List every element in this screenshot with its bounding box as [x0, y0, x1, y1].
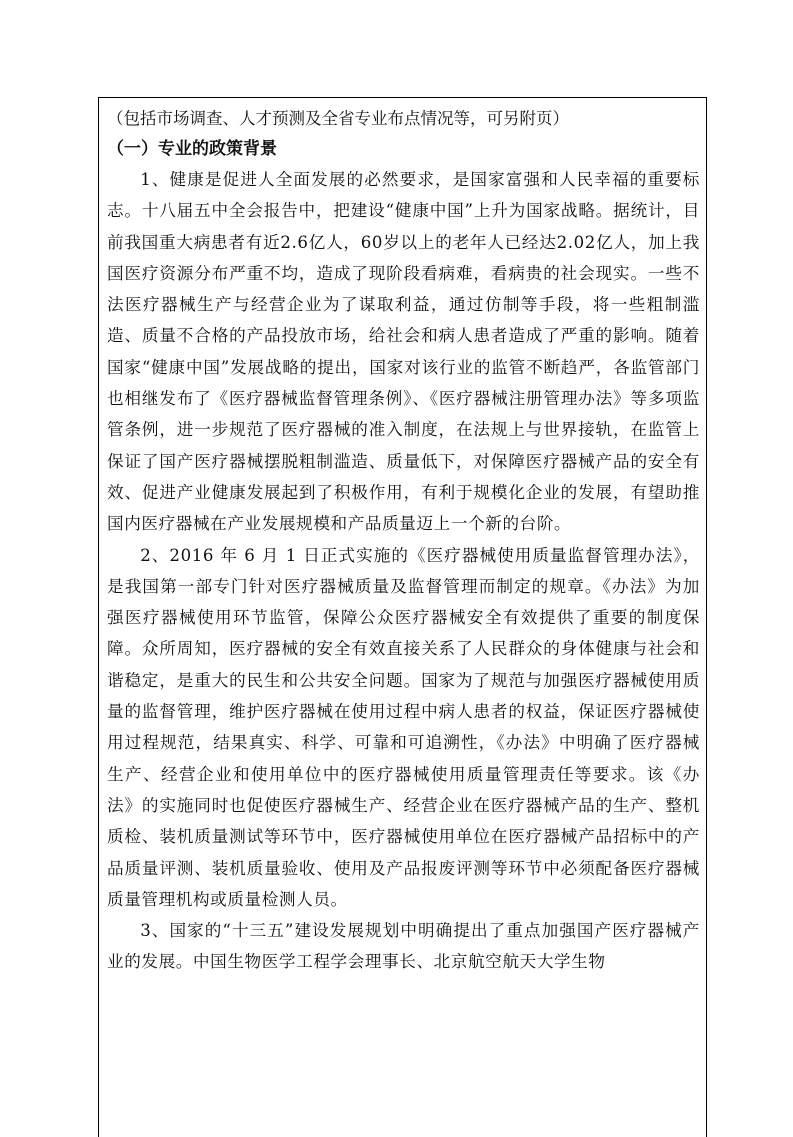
section-heading: （一）专业的政策背景 — [107, 139, 277, 159]
paragraph-2: 2、2016 年 6 月 1 日正式实施的《医疗器械使用质量监督管理办法》，是我国第一部专门针对医疗器械质量及监督管理而制定的规章。《办法》为加强医疗器械使用环节监管，保障公众医疗器械安全有效提供了重要的制度保障。众所周知，医疗器械的安全有效直接关系了人民群众的身体健康与社会和谐稳定，是重大的民生和公共安全问题。国家为了规范与加强医疗器械使用质量的监督管理，维护医疗器械在使用过程中病人患者的权益，保证医疗器械使用过程规范，结果真实、科学、可靠和可追溯性，《办法》中明确了医疗器械生产、经营企业和使用单位中的医疗器械使用质量管理责任等要求。该《办法》的实施同时也促使医疗器械生产、经营企业在医疗器械产品的生产、整机质检、装机质量测试等环节中，医疗器械使用单位在医疗器械产品招标中的产品质量评测、装机质量验收、使用及产品报废评测等环节中必须配备医疗器械质量管理机构或质量检测人员。 — [107, 545, 700, 909]
attachment-note: （包括市场调查、人才预测及全省专业布点情况等，可另附页） — [107, 109, 569, 128]
paragraph-1: 1、健康是促进人全面发展的必然要求，是国家富强和人民幸福的重要标志。十八届五中全会报告中，把建设“健康中国”上升为国家战略。据统计，目前我国重大病患者有近2.6亿人，60岁以上的老年人已经达2.02亿人，加上我国医疗资源分布严重不均，造成了现阶段看病难，看病贵的社会现实。一些不法医疗器械生产与经营企业为了谋取利益，通过仿制等手段，将一些粗制滥造、质量不合格的产品投放市场，给社会和病人患者造成了严重的影响。随着国家“健康中国”发展战略的提出，国家对该行业的监管不断趋严，各监管部门也相继发布了《医疗器械监督管理条例》、《医疗器械注册管理办法》等多项监管条例，进一步规范了医疗器械的准入制度，在法规上与世界接轨，在监管上保证了国产医疗器械摆脱粗制滥造、质量低下，对保障医疗器械产品的安全有效、促进产业健康发展起到了积极作用，有利于规模化企业的发展，有望助推国内医疗器械在产业发展规模和产品质量迈上一个新的台阶。 — [107, 170, 700, 534]
form-frame — [98, 97, 707, 1137]
paragraph-3: 3、国家的“十三五”建设发展规划中明确提出了重点加强国产医疗器械产业的发展。中国生物医学工程学会理事长、北京航空航天大学生物 — [107, 921, 700, 972]
